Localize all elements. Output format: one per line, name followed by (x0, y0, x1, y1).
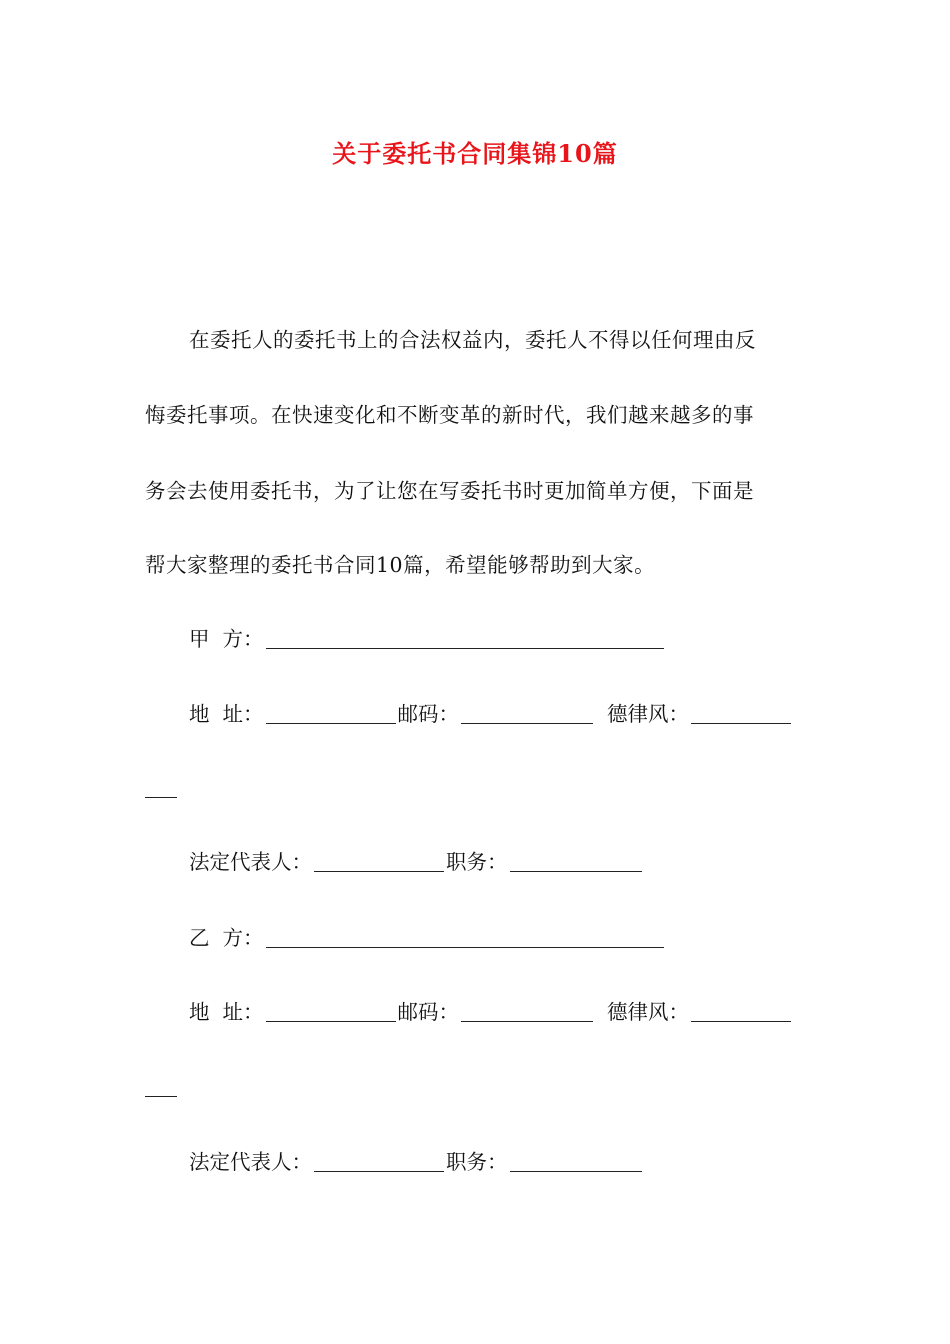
party-b-address-label: 地 址： (189, 1000, 264, 1024)
party-a-position-blank[interactable] (510, 851, 642, 872)
party-a-phone-label: 德律风： (607, 702, 690, 726)
party-b-legal-rep-line (189, 1148, 644, 1176)
party-b-phone-blank-continuation (145, 1096, 177, 1097)
party-b-label: 乙 方： (189, 926, 264, 950)
party-b-position-blank[interactable] (510, 1151, 642, 1172)
party-b-phone-blank[interactable] (691, 1001, 791, 1022)
party-a-label: 甲 方： (189, 627, 264, 651)
intro-line-4: 帮大家整理的委托书合同10篇，希望能够帮助到大家。 (145, 553, 656, 577)
party-a-legal-rep-blank[interactable] (314, 851, 444, 872)
party-a-position-label: 职务： (446, 850, 508, 874)
party-b-address-line (189, 998, 793, 1026)
party-b-legal-rep-label: 法定代表人： (189, 1150, 312, 1174)
party-a-legal-rep-label: 法定代表人： (189, 850, 312, 874)
party-b-address-blank[interactable] (266, 1001, 396, 1022)
party-a-line (189, 625, 666, 653)
party-a-phone-blank-continuation (145, 797, 177, 798)
document-title: 关于委托书合同集锦10篇 (332, 139, 618, 168)
party-a-postcode-blank[interactable] (461, 703, 593, 724)
party-a-postcode-label: 邮码： (397, 702, 460, 726)
party-a-blank[interactable] (266, 628, 664, 649)
party-a-address-blank[interactable] (266, 703, 396, 724)
party-a-address-label: 地 址： (189, 702, 264, 726)
party-a-phone-blank[interactable] (691, 703, 791, 724)
party-b-legal-rep-blank[interactable] (314, 1151, 444, 1172)
party-b-line (189, 924, 666, 952)
party-b-blank[interactable] (266, 927, 664, 948)
party-b-phone-label: 德律风： (607, 1000, 690, 1024)
party-a-legal-rep-line (189, 848, 644, 876)
intro-line-3: 务会去使用委托书，为了让您在写委托书时更加简单方便，下面是 (145, 479, 754, 503)
party-a-address-line (189, 700, 793, 728)
intro-line-2: 悔委托事项。在快速变化和不断变革的新时代，我们越来越多的事 (145, 403, 754, 427)
intro-line-1: 在委托人的委托书上的合法权益内，委托人不得以任何理由反 (189, 328, 756, 352)
party-b-position-label: 职务： (446, 1150, 508, 1174)
party-b-postcode-label: 邮码： (397, 1000, 460, 1024)
party-b-postcode-blank[interactable] (461, 1001, 593, 1022)
